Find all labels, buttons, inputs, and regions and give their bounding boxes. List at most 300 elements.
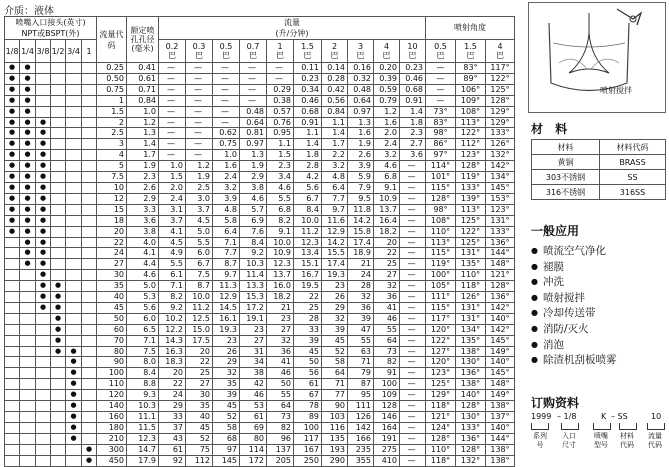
inlet-empty <box>51 215 66 226</box>
angle-cell: 129° <box>486 117 515 128</box>
flow-cell: 64 <box>322 368 348 379</box>
flow-cell: 29 <box>213 357 240 368</box>
flow-code-cell: 70 <box>97 335 127 346</box>
orifice-cell: 2.6 <box>127 182 159 193</box>
table-row <box>5 237 515 248</box>
inlet-empty <box>51 259 66 270</box>
flow-cell: 2.7 <box>400 139 426 150</box>
angle-cell: 145° <box>486 335 515 346</box>
inlet-empty <box>82 182 97 193</box>
flow-cell: 10.0 <box>267 237 294 248</box>
flow-cell: — <box>400 357 426 368</box>
table-row <box>5 313 515 324</box>
flow-cell: 16.7 <box>294 270 322 281</box>
inlet-dot: ● <box>20 259 36 270</box>
inlet-empty <box>20 335 36 346</box>
flow-cell: 117 <box>294 433 322 444</box>
flow-cell: 0.64 <box>348 95 374 106</box>
inlet-empty <box>36 346 51 357</box>
flow-cell: — <box>400 379 426 390</box>
caption-type: 喷嘴型号 <box>594 432 608 449</box>
flow-cell: 1.4 <box>322 128 348 139</box>
flow-cell: 0.23 <box>400 63 426 74</box>
orifice-cell: 0.61 <box>127 73 159 84</box>
flow-cell: 27 <box>186 379 213 390</box>
angle-cell: 98° <box>426 204 456 215</box>
flow-cell: 87 <box>348 379 374 390</box>
material-row <box>532 185 666 200</box>
flow-cell: 6.0 <box>186 248 213 259</box>
flow-cell: — <box>267 73 294 84</box>
angle-cell: 114° <box>426 161 456 172</box>
inlet-empty <box>20 292 36 303</box>
flow-cell: 82 <box>267 422 294 433</box>
flow-cell: 95 <box>348 390 374 401</box>
flow-cell: 0.68 <box>400 84 426 95</box>
flow-cell: 166 <box>348 433 374 444</box>
flow-cell: 2.4 <box>213 172 240 183</box>
inlet-empty <box>20 313 36 324</box>
inlet-dot: ● <box>36 182 51 193</box>
inlet-dot: ● <box>20 95 36 106</box>
inlet-dot: ● <box>36 204 51 215</box>
flow-cell: 11.4 <box>240 270 267 281</box>
flow-cell: — <box>186 95 213 106</box>
inlet-empty <box>5 401 20 412</box>
flow-code-cell: 300 <box>97 444 127 455</box>
flow-cell: 13.7 <box>267 270 294 281</box>
inlet-dot: ● <box>36 237 51 248</box>
orifice-cell: 4.6 <box>127 270 159 281</box>
flow-cell: 90 <box>322 401 348 412</box>
flow-cell: — <box>400 172 426 183</box>
flow-cell: 0.91 <box>400 95 426 106</box>
flow-cell: 275 <box>374 444 400 455</box>
inlet-empty <box>51 390 66 401</box>
orifice-cell: 14.7 <box>127 444 159 455</box>
angle-cell: 144° <box>486 248 515 259</box>
inlet-empty <box>82 248 97 259</box>
applications-list <box>531 243 616 368</box>
flow-cell: 0.28 <box>322 73 348 84</box>
table-row <box>5 292 515 303</box>
flow-cell: 3.6 <box>400 150 426 161</box>
flow-cell: 5.9 <box>348 172 374 183</box>
flow-cell: 5.8 <box>213 215 240 226</box>
flow-cell: 3.2 <box>322 161 348 172</box>
inlet-empty <box>20 379 36 390</box>
flow-cell: 71 <box>322 379 348 390</box>
flow-code-cell: 35 <box>97 281 127 292</box>
flow-cell: 16.3 <box>159 346 186 357</box>
inlet-empty <box>82 390 97 401</box>
flow-cell: 22 <box>186 357 213 368</box>
angle-cell: 133° <box>486 226 515 237</box>
flow-cell: 52 <box>213 412 240 423</box>
flow-cell: 18.3 <box>159 357 186 368</box>
inlet-empty <box>66 95 82 106</box>
table-row <box>5 128 515 139</box>
orifice-cell: 0.41 <box>127 63 159 74</box>
flow-cell: 18.2 <box>267 292 294 303</box>
angle-cell: 131° <box>456 302 486 313</box>
flow-cell: 71 <box>348 357 374 368</box>
inlet-empty <box>5 324 20 335</box>
flow-cell: 89 <box>294 412 322 423</box>
inlet-empty <box>82 95 97 106</box>
inlet-dot: ● <box>5 139 20 150</box>
flow-cell: 36 <box>267 346 294 357</box>
flow-cell: 2.4 <box>159 193 186 204</box>
application-item: ● 喷流空气净化 <box>531 243 616 259</box>
inlet-empty <box>66 281 82 292</box>
angle-header: 喷射角度 <box>426 17 515 40</box>
table-row <box>5 182 515 193</box>
flow-cell: 0.68 <box>294 106 322 117</box>
flow-code-cell: 12 <box>97 193 127 204</box>
inlet-empty <box>82 346 97 357</box>
flow-cell: 24 <box>159 390 186 401</box>
inlet-empty <box>5 422 20 433</box>
inlet-empty <box>51 193 66 204</box>
flow-cell: 21 <box>348 259 374 270</box>
flow-cell: 23 <box>267 313 294 324</box>
inlet-dot: ● <box>20 128 36 139</box>
pressure-3 <box>240 40 267 63</box>
flow-cell: 11.6 <box>322 215 348 226</box>
inlet-empty <box>36 106 51 117</box>
inlet-dot: ● <box>36 302 51 313</box>
inlet-empty <box>66 324 82 335</box>
flow-cell: 9.1 <box>267 226 294 237</box>
inlet-empty <box>66 204 82 215</box>
spec-table-head <box>5 17 515 63</box>
flow-cell: 2.0 <box>159 182 186 193</box>
inlet-dot: ● <box>36 139 51 150</box>
angle-cell: 136° <box>456 433 486 444</box>
flow-cell: 36 <box>348 302 374 313</box>
flow-cell: — <box>400 401 426 412</box>
flow-code-header: 流量代码 <box>97 17 127 63</box>
flow-cell: 27 <box>374 270 400 281</box>
flow-cell: — <box>400 237 426 248</box>
orifice-cell: 10.3 <box>127 401 159 412</box>
inlet-empty <box>5 346 20 357</box>
inlet-size-5: 1 <box>82 40 97 63</box>
angle-cell: 138° <box>456 346 486 357</box>
inlet-dot: ● <box>36 117 51 128</box>
inlet-empty <box>36 401 51 412</box>
flow-cell: 6.1 <box>159 270 186 281</box>
inlet-size-0: 1/8 <box>5 40 20 63</box>
flow-cell: 39 <box>348 313 374 324</box>
flow-cell: 77 <box>322 390 348 401</box>
pressure-value: 2 <box>331 42 338 51</box>
angle-cell: 133° <box>456 422 486 433</box>
inlet-empty <box>51 128 66 139</box>
flow-cell: 5.0 <box>186 226 213 237</box>
flow-cell: 1.4 <box>400 106 426 117</box>
inlet-empty <box>51 172 66 183</box>
orifice-cell: 5.0 <box>127 281 159 292</box>
inlet-dot: ● <box>66 346 82 357</box>
flow-cell: 2.9 <box>240 172 267 183</box>
flow-cell: 172 <box>240 455 267 466</box>
angle-cell: 148° <box>486 379 515 390</box>
orifice-cell: 1.9 <box>127 161 159 172</box>
angle-cell: 128° <box>426 193 456 204</box>
pressure-unit: 巴 <box>303 51 312 60</box>
angle-cell: 119° <box>426 259 456 270</box>
inlet-empty <box>20 324 36 335</box>
flow-cell: 73 <box>267 412 294 423</box>
angle-cell: 121° <box>486 270 515 281</box>
flow-cell: 193 <box>322 444 348 455</box>
material-cell: BRASS <box>600 155 666 170</box>
flow-cell: 145 <box>213 455 240 466</box>
pressure-unit: 巴 <box>466 51 475 60</box>
flow-cell: 16.0 <box>267 281 294 292</box>
flow-cell: 0.23 <box>294 73 322 84</box>
angle-cell: 98° <box>426 128 456 139</box>
inlet-empty <box>51 270 66 281</box>
flow-cell: 0.81 <box>240 128 267 139</box>
flow-code-cell: 22 <box>97 237 127 248</box>
flow-cell: 35 <box>186 401 213 412</box>
application-item: ● 除渣机刮板喷雾 <box>531 352 616 368</box>
flow-cell: 41 <box>267 357 294 368</box>
flow-cell: — <box>400 193 426 204</box>
flow-code-cell: 10 <box>97 182 127 193</box>
flow-cell: 15.3 <box>240 292 267 303</box>
inlet-empty <box>66 302 82 313</box>
pressure-row <box>5 40 515 63</box>
flow-cell: 46 <box>240 390 267 401</box>
angle-cell: 142° <box>486 161 515 172</box>
flow-cell: 7.7 <box>213 248 240 259</box>
flow-cell: 46 <box>267 368 294 379</box>
angle-cell: 115° <box>426 182 456 193</box>
inlet-empty <box>51 379 66 390</box>
flow-cell: 1.1 <box>294 128 322 139</box>
flow-cell: 15.5 <box>322 248 348 259</box>
inlet-dot: ● <box>36 226 51 237</box>
angle-cell: 108° <box>456 106 486 117</box>
flow-cell: — <box>400 422 426 433</box>
pressure-value: 1.5 <box>301 42 314 51</box>
angle-cell: 131° <box>486 215 515 226</box>
flow-cell: — <box>159 73 186 84</box>
flow-cell: 167 <box>294 444 322 455</box>
inlet-size-3: 1/2 <box>51 40 66 63</box>
inlet-empty <box>51 106 66 117</box>
inlet-empty <box>36 73 51 84</box>
flow-cell: 146 <box>374 412 400 423</box>
flow-cell: — <box>400 433 426 444</box>
angle-cell: 128° <box>456 401 486 412</box>
flow-cell: 100 <box>374 379 400 390</box>
inlet-dot: ● <box>66 390 82 401</box>
inlet-empty <box>51 161 66 172</box>
inlet-empty <box>82 215 97 226</box>
inlet-empty <box>82 401 97 412</box>
flow-cell: 9.7 <box>322 204 348 215</box>
inlet-empty <box>5 302 20 313</box>
angle-cell: 113° <box>456 117 486 128</box>
inlet-dot: ● <box>20 161 36 172</box>
pressure-unit: 巴 <box>249 51 257 60</box>
flow-cell: — <box>186 150 213 161</box>
flow-cell: 12.3 <box>267 259 294 270</box>
inlet-empty <box>51 422 66 433</box>
flow-cell: 25 <box>374 259 400 270</box>
pressure-value: 3 <box>357 42 364 51</box>
pressure-value: 1.5 <box>464 42 477 51</box>
inlet-dot: ● <box>66 368 82 379</box>
orifice-cell: 3.6 <box>127 215 159 226</box>
flow-cell: — <box>400 444 426 455</box>
inlet-empty <box>36 444 51 455</box>
inlet-empty <box>20 368 36 379</box>
bracket-series <box>531 423 549 430</box>
inlet-dot: ● <box>5 161 20 172</box>
angle-cell: 136° <box>486 237 515 248</box>
flow-cell: — <box>400 292 426 303</box>
angle-cell: 138° <box>486 444 515 455</box>
flow-cell: 8.7 <box>186 281 213 292</box>
ordering-heading: 订购资料 <box>531 396 580 410</box>
pressure-10 <box>426 40 456 63</box>
angle-cell: 136° <box>456 368 486 379</box>
orifice-cell: 4.0 <box>127 237 159 248</box>
inlet-empty <box>66 259 82 270</box>
flow-cell: 4.8 <box>213 204 240 215</box>
inlet-dot: ● <box>5 182 20 193</box>
material-row <box>532 155 666 170</box>
caption-material: 材料代码 <box>620 432 634 449</box>
angle-cell: 138° <box>486 401 515 412</box>
flow-cell: — <box>159 63 186 74</box>
inlet-empty <box>82 161 97 172</box>
inlet-empty <box>5 444 20 455</box>
flow-cell: 14.3 <box>159 335 186 346</box>
flow-cell: 43 <box>159 433 186 444</box>
table-row <box>5 379 515 390</box>
flow-cell: — <box>240 63 267 74</box>
flow-cell: 9.2 <box>159 302 186 313</box>
application-item: ● 褪膜 <box>531 259 616 275</box>
flow-cell: 15.0 <box>186 324 213 335</box>
flow-cell: 10.9 <box>267 248 294 259</box>
flow-code-cell: 27 <box>97 259 127 270</box>
angle-cell: 131° <box>456 248 486 259</box>
flow-cell: 12.9 <box>213 292 240 303</box>
spec-table <box>4 16 515 467</box>
angle-cell: 125° <box>456 237 486 248</box>
angle-cell: 145° <box>486 368 515 379</box>
inlet-empty <box>51 401 66 412</box>
inlet-empty <box>82 73 97 84</box>
inlet-empty <box>36 433 51 444</box>
angle-cell: 126° <box>486 139 515 150</box>
flow-cell: 41 <box>374 302 400 313</box>
angle-cell: 124° <box>426 422 456 433</box>
flow-cell: 111 <box>348 401 374 412</box>
flow-cell: 2.0 <box>374 128 400 139</box>
flow-cell: 1.6 <box>374 117 400 128</box>
inlet-empty <box>5 292 20 303</box>
application-item: ● 消泡 <box>531 337 616 353</box>
flow-cell: 20 <box>186 346 213 357</box>
table-row <box>5 357 515 368</box>
flow-cell: 17.4 <box>322 259 348 270</box>
caption-flow: 流量代码 <box>648 432 662 449</box>
flow-cell: — <box>400 324 426 335</box>
flow-cell: 128 <box>374 401 400 412</box>
flow-cell: 32 <box>348 292 374 303</box>
flow-cell: 0.59 <box>374 84 400 95</box>
flow-cell: 1.5 <box>267 150 294 161</box>
flow-cell: 4.2 <box>294 172 322 183</box>
flow-cell: 24 <box>348 270 374 281</box>
flow-cell: 56 <box>294 368 322 379</box>
flow-cell: — <box>159 139 186 150</box>
flow-cell: 10.9 <box>374 193 400 204</box>
angle-cell: 83° <box>456 63 486 74</box>
application-item: ● 消防/灭火 <box>531 321 616 337</box>
angle-cell: 100° <box>426 270 456 281</box>
inlet-empty <box>82 150 97 161</box>
flow-cell: 13.3 <box>240 281 267 292</box>
angle-cell: 127° <box>426 346 456 357</box>
inlet-dot: ● <box>20 193 36 204</box>
angle-cell: 140° <box>486 357 515 368</box>
flow-cell: 3.7 <box>159 215 186 226</box>
flow-cell: 61 <box>240 412 267 423</box>
material-header-cell: 材料 <box>532 140 600 155</box>
angle-cell: 134° <box>486 172 515 183</box>
inlet-empty <box>36 368 51 379</box>
flow-cell: 11.2 <box>294 226 322 237</box>
table-row <box>5 84 515 95</box>
flow-cell: 23 <box>213 335 240 346</box>
inlet-dot: ● <box>51 324 66 335</box>
table-row <box>5 139 515 150</box>
flow-cell: 114 <box>240 444 267 455</box>
flow-cell: 0.20 <box>374 63 400 74</box>
inlet-empty <box>82 84 97 95</box>
inlet-empty <box>82 106 97 117</box>
inlet-empty <box>36 335 51 346</box>
inlet-empty <box>82 302 97 313</box>
flow-cell: 50 <box>294 357 322 368</box>
flow-cell: — <box>159 117 186 128</box>
pressure-value: 0.5 <box>219 42 233 51</box>
inlet-empty <box>36 422 51 433</box>
table-row <box>5 281 515 292</box>
orifice-cell: 7.5 <box>127 346 159 357</box>
flow-cell: — <box>159 128 186 139</box>
inlet-dot: ● <box>51 346 66 357</box>
flow-cell: 7.1 <box>213 237 240 248</box>
inlet-empty <box>82 204 97 215</box>
flow-code-cell: 20 <box>97 226 127 237</box>
inlet-empty <box>66 150 82 161</box>
inlet-empty <box>20 412 36 423</box>
flow-cell: 7.6 <box>240 226 267 237</box>
pressure-value: 4 <box>497 42 503 51</box>
table-row <box>5 444 515 455</box>
